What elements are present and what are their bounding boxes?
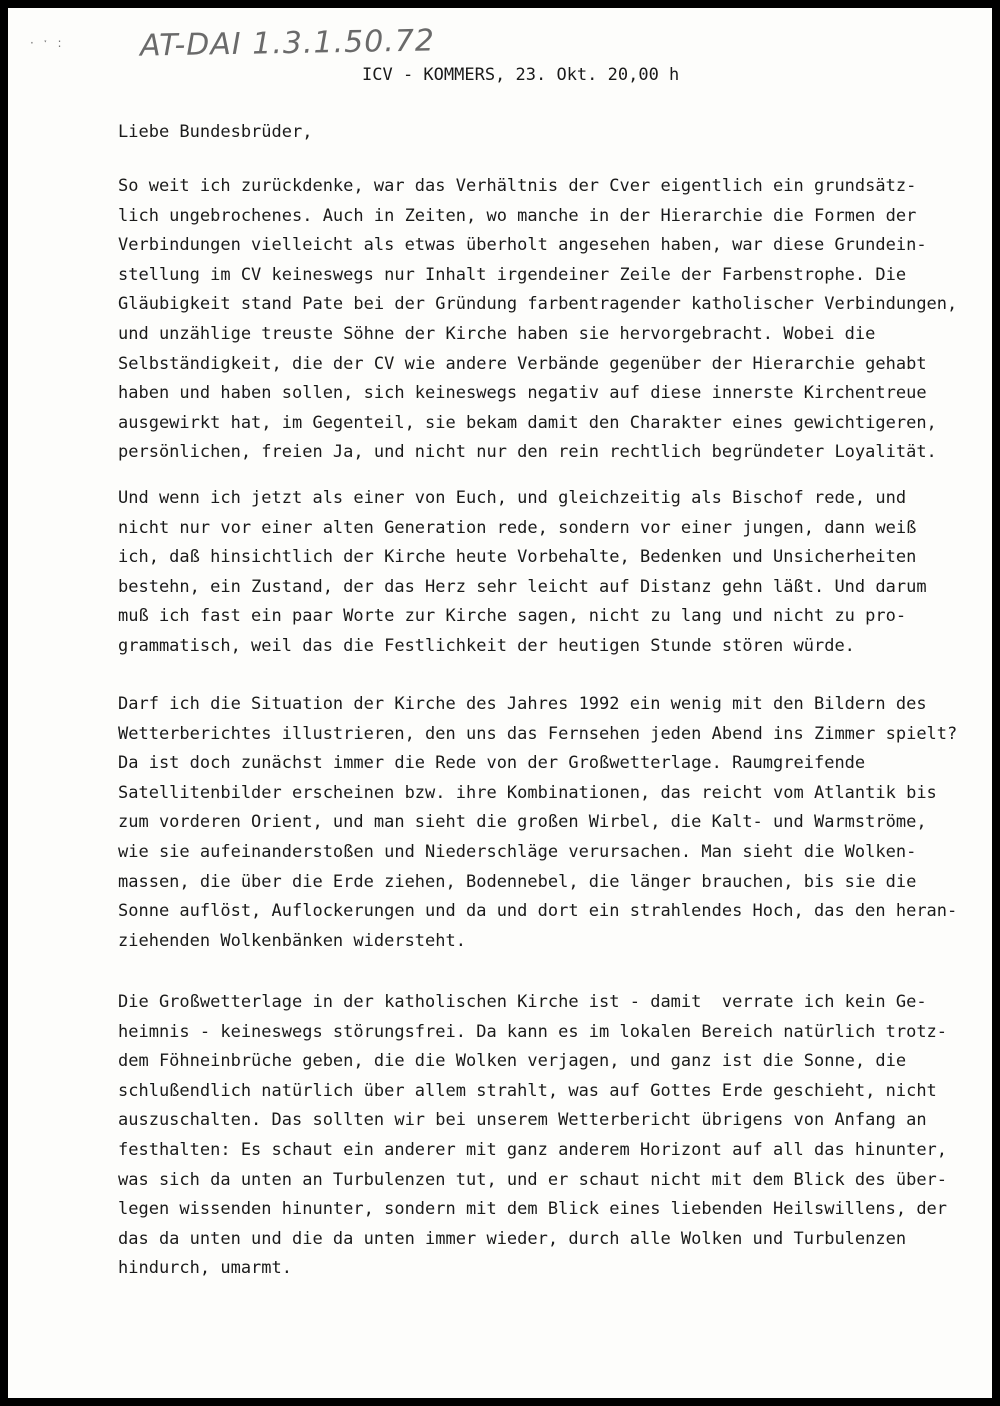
text-line: haben und haben sollen, sich keineswegs negativ auf diese innerste Kirchentreue	[118, 383, 927, 404]
text-line: Da ist doch zunächst immer die Rede von der Großwetterlage. Raumgreifende	[118, 753, 866, 774]
text-line: massen, die über die Erde ziehen, Bodennebel, die länger brauchen, bis sie die	[118, 871, 917, 892]
text-line: muß ich fast ein paar Worte zur Kirche sagen, nicht zu lang und nicht zu pro-	[118, 606, 907, 627]
text-line: dem Föhneinbrüche geben, die die Wolken verjagen, und ganz ist die Sonne, die	[118, 1051, 907, 1072]
text-line: bestehn, ein Zustand, der das Herz sehr leicht auf Distanz gehn läßt. Und darum	[118, 576, 927, 597]
text-line: Gläubigkeit stand Pate bei der Gründung farbentragender katholischer Verbindungen,	[118, 294, 958, 315]
text-line: legen wissenden hinunter, sondern mit dem Blick eines liebenden Heilswillens, der	[118, 1199, 948, 1220]
text-line: ziehenden Wolkenbänken widersteht.	[118, 930, 466, 951]
archive-reference-handwritten: AT-DAI 1.3.1.50.72	[139, 23, 436, 64]
text-line: Sonne auflöst, Auflockerungen und da und dort ein strahlendes Hoch, das den heran-	[118, 901, 958, 922]
text-line: zum vorderen Orient, und man sieht die großen Wirbel, die Kalt- und Warmströme,	[118, 812, 927, 833]
text-line: ich, daß hinsichtlich der Kirche heute Vorbehalte, Bedenken und Unsicherheiten	[118, 547, 917, 568]
paragraph-2	[118, 484, 927, 662]
salutation-line: Liebe Bundesbrüder,	[118, 122, 313, 142]
text-line: Und wenn ich jetzt als einer von Euch, und gleichzeitig als Bischof rede, und	[118, 488, 907, 508]
text-line: Verbindungen vielleicht als etwas überholt angesehen haben, war diese Grundein-	[118, 235, 927, 256]
text-line: festhalten: Es schaut ein anderer mit ganz anderem Horizont auf all das hinunter,	[118, 1139, 948, 1160]
text-line: hindurch, umarmt.	[118, 1258, 292, 1279]
text-line: Satellitenbilder erscheinen bzw. ihre Kombinationen, das reicht vom Atlantik bis	[118, 782, 937, 803]
event-heading: ICV - KOMMERS, 23. Okt. 20,00 h	[362, 65, 680, 85]
text-line: Darf ich die Situation der Kirche des Jahres 1992 ein wenig mit den Bildern des	[118, 694, 927, 714]
text-line: schlußendlich natürlich über allem strahlt, was auf Gottes Erde geschieht, nicht	[118, 1080, 937, 1101]
salutation	[118, 118, 312, 148]
text-line: lich ungebrochenes. Auch in Zeiten, wo manche in der Hierarchie die Formen der	[118, 205, 917, 226]
text-line: wie sie aufeinanderstoßen und Niederschläge verursachen. Man sieht die Wolken-	[118, 841, 917, 862]
document-page	[8, 8, 992, 1398]
paragraph-4	[118, 988, 947, 1284]
text-line: ausgewirkt hat, im Gegenteil, sie bekam damit den Charakter eines gewichtigeren,	[118, 412, 937, 433]
text-line: Wetterberichtes illustrieren, den uns das Fernsehen jeden Abend ins Zimmer spielt?	[118, 723, 958, 744]
text-line: was sich da unten an Turbulenzen tut, und er schaut nicht mit dem Blick des über-	[118, 1169, 948, 1190]
paragraph-1	[118, 172, 957, 468]
text-line: grammatisch, weil das die Festlichkeit der heutigen Stunde stören würde.	[118, 635, 855, 656]
paragraph-3	[118, 690, 957, 956]
text-line: stellung im CV keineswegs nur Inhalt irgendeiner Zeile der Farbenstrophe. Die	[118, 264, 907, 285]
text-line: auszuschalten. Das sollten wir bei unserem Wetterbericht übrigens von Anfang an	[118, 1110, 927, 1131]
text-line: persönlichen, freien Ja, und nicht nur den rein rechtlich begründeter Loyalität.	[118, 442, 937, 463]
text-line: Selbständigkeit, die der CV wie andere Verbände gegenüber der Hierarchie gehabt	[118, 353, 927, 374]
text-line: Die Großwetterlage in der katholischen Kirche ist - damit verrate ich kein Ge-	[118, 992, 927, 1012]
scan-specks: · ˑ ꞉	[30, 36, 65, 50]
text-line: und unzählige treuste Söhne der Kirche haben sie hervorgebracht. Wobei die	[118, 323, 876, 344]
text-line: heimnis - keineswegs störungsfrei. Da kann es im lokalen Bereich natürlich trotz-	[118, 1021, 948, 1042]
text-line: nicht nur vor einer alten Generation rede, sondern vor einer jungen, dann weiß	[118, 517, 917, 538]
text-line: das da unten und die da unten immer wieder, durch alle Wolken und Turbulenzen	[118, 1228, 907, 1249]
text-line: So weit ich zurückdenke, war das Verhältnis der Cver eigentlich ein grundsätz-	[118, 176, 917, 196]
